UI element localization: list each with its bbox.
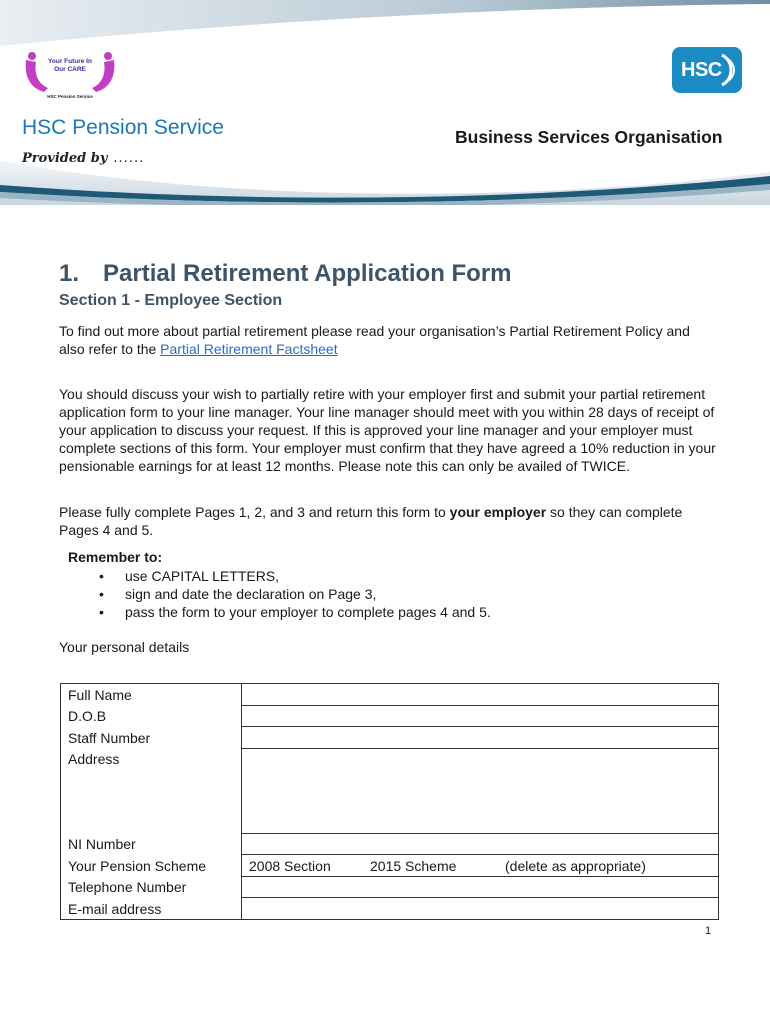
- email-field[interactable]: [242, 898, 719, 920]
- hsc-logo: [672, 47, 742, 93]
- table-row: [61, 855, 719, 877]
- organisation-name: Business Services Organisation: [455, 127, 723, 147]
- list-item: • sign and date the declaration on Page 3,: [99, 585, 491, 603]
- complete-text-before: Please fully complete Pages 1, 2, and 3 and return this form to: [59, 504, 450, 520]
- table-row: [61, 833, 719, 855]
- logo-line-2: Our CARE: [54, 66, 86, 73]
- ni-number-label: NI Number: [61, 833, 242, 855]
- complete-text-bold: your employer: [449, 504, 547, 520]
- factsheet-link[interactable]: Partial Retirement Factsheet: [160, 341, 338, 357]
- personal-details-label: Your personal details: [59, 639, 190, 655]
- page-title: [59, 260, 512, 288]
- list-item: • use CAPITAL LETTERS,: [99, 567, 491, 585]
- intro-text: To find out more about partial retirement please read your organisation’s Partial Retirement Policy and also refer to the: [59, 323, 690, 357]
- your-future-logo: [22, 48, 118, 104]
- list-item: • pass the form to your employer to complete pages 4 and 5.: [99, 603, 491, 621]
- dob-field[interactable]: [242, 705, 719, 727]
- telephone-label: Telephone Number: [61, 876, 242, 898]
- staff-number-label: Staff Number: [61, 727, 242, 749]
- logo-service-text: HSC Pension Service: [47, 94, 93, 99]
- hsc-logo-text: HSC: [681, 59, 722, 81]
- dob-label: D.O.B: [61, 705, 242, 727]
- ni-number-field[interactable]: [242, 833, 719, 855]
- complete-paragraph: [59, 503, 719, 539]
- provided-by-label: Provided by: [22, 151, 108, 166]
- remember-list: [99, 567, 491, 621]
- provided-by-dots: ......: [113, 151, 145, 166]
- personal-details-table: [60, 683, 719, 920]
- staff-number-field[interactable]: [242, 727, 719, 749]
- hsc-arc-icon: [720, 53, 738, 87]
- title-number: 1.: [59, 260, 80, 287]
- pension-scheme-label: Your Pension Scheme: [61, 855, 242, 877]
- page-number: 1: [705, 925, 712, 937]
- page-header: [0, 0, 770, 205]
- pension-service-title: HSC Pension Service: [22, 116, 224, 139]
- intro-paragraph: [59, 322, 719, 358]
- address-field[interactable]: [242, 748, 719, 833]
- scheme-note: (delete as appropriate): [505, 858, 646, 874]
- complete-text-after: so they can complete Pages 4 and 5.: [59, 504, 683, 538]
- discuss-paragraph: You should discuss your wish to partially retire with your employer first and submit your partial retirement application form to your line manager. Your line manager should meet with you within 28 days of receipt of your application to discuss your request. If this is approved your line manager and your employer must complete sections of this form. Your employer must confirm that they have agreed a 10% reduction in your pensionable earnings for at least 12 months. Please note this can only be availed of TWICE.: [59, 386, 716, 474]
- scheme-2008-option[interactable]: 2008 Section: [249, 858, 331, 874]
- full-name-field[interactable]: [242, 684, 719, 706]
- table-row: [61, 684, 719, 706]
- telephone-field[interactable]: [242, 876, 719, 898]
- full-name-label: Full Name: [61, 684, 242, 706]
- scheme-2015-option[interactable]: 2015 Scheme: [370, 858, 457, 874]
- table-row: [61, 748, 719, 833]
- email-label: E-mail address: [61, 898, 242, 920]
- table-row: [61, 876, 719, 898]
- remember-title: Remember to:: [68, 549, 163, 565]
- pension-scheme-field[interactable]: [242, 855, 719, 877]
- address-label: Address: [61, 748, 242, 833]
- table-row: [61, 898, 719, 920]
- logo-line-1: Your Future In: [48, 58, 92, 65]
- table-row: [61, 705, 719, 727]
- title-text: Partial Retirement Application Form: [103, 260, 512, 287]
- table-row: [61, 727, 719, 749]
- provided-by: [22, 151, 144, 166]
- section-title: Section 1 - Employee Section: [59, 292, 283, 309]
